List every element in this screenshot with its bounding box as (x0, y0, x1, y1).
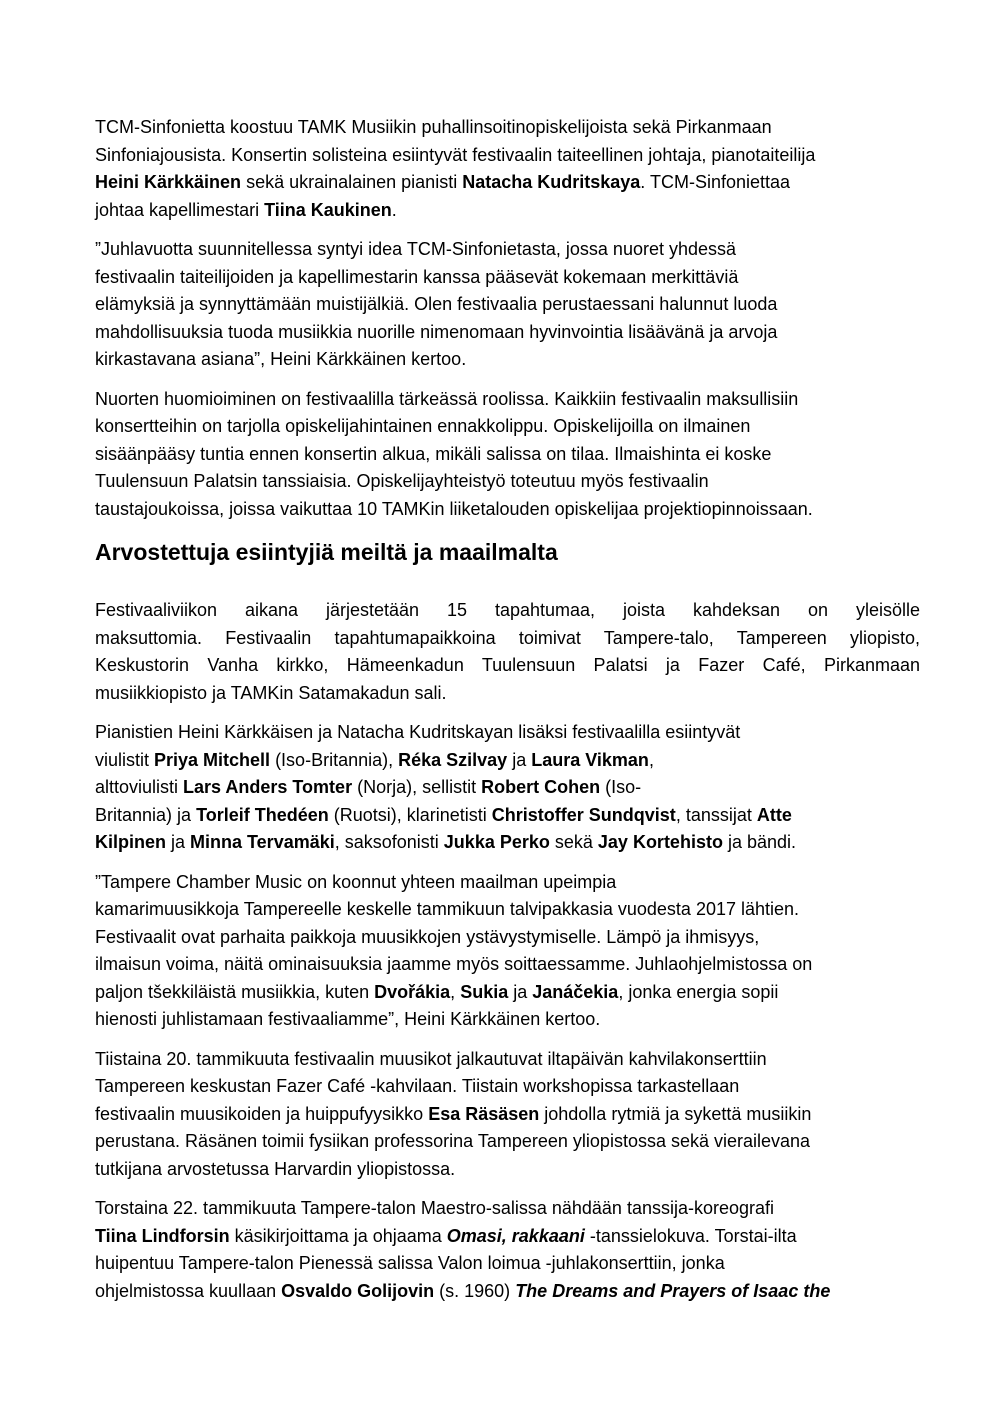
text-segment: Festivaaliviikon aikana järjestetään 15 tapahtumaa, joista kahdeksan on yleisölle (95, 600, 920, 620)
text-line (95, 625, 920, 653)
text-line (95, 413, 920, 441)
text-line (95, 979, 920, 1007)
text-segment: Natacha Kudritskaya (462, 172, 641, 192)
text-segment: Jay Kortehisto (597, 832, 723, 852)
text-segment: ja (507, 749, 532, 770)
text-segment: käsikirjoittama ja ohjaama (229, 1225, 447, 1246)
text-segment: Tuulensuun Palatsin tanssiaisia. Opiskelijayhteistyö toteutuu myös festivaalin (95, 471, 709, 491)
paragraph (95, 719, 920, 857)
text-segment: Omasi, rakkaani (446, 1225, 585, 1246)
text-segment: kirkastavana asiana”, Heini Kärkkäinen kertoo. (95, 349, 467, 369)
text-line (95, 1278, 920, 1306)
text-segment: , saksofonisti (334, 832, 444, 852)
document-body (95, 114, 920, 1317)
paragraph (95, 869, 920, 1034)
text-line (95, 597, 920, 625)
text-segment: Pianistien Heini Kärkkäisen ja Natacha Kudritskayan lisäksi festivaalilla esiintyvät (95, 722, 741, 742)
text-segment: ilmaisun voima, näitä ominaisuuksia jaamme myös soittaessamme. Juhlaohjelmistossa on (95, 954, 813, 974)
text-segment: maksuttomia. Festivaalin tapahtumapaikkoina toimivat Tampere-talo, Tampereen yliopisto, (95, 627, 920, 648)
text-segment: elämyksiä ja synnyttämään muistijälkiä. Olen festivaalia perustaessani halunnut luoda (95, 294, 778, 314)
text-line (95, 829, 920, 857)
text-line (95, 496, 920, 524)
text-line (95, 386, 920, 414)
paragraph (95, 597, 920, 707)
text-segment: sisäänpääsy tuntia ennen konsertin alkua, mikäli salissa on tilaa. Ilmaishinta ei koske (95, 443, 772, 464)
text-line (95, 236, 920, 264)
text-segment: Torleif Thedéen (196, 804, 329, 825)
text-line (95, 142, 920, 170)
text-line (95, 1046, 920, 1074)
text-line (95, 441, 920, 469)
text-segment: Tiina Kaukinen (264, 199, 392, 220)
text-segment: ”Juhlavuotta suunnitellessa syntyi idea TCM-Sinfonietasta, jossa nuoret yhdessä (95, 239, 737, 259)
text-segment: Janáčekia (532, 981, 619, 1002)
text-segment: , (450, 981, 461, 1002)
text-segment: (Ruotsi), klarinetisti (328, 804, 492, 825)
text-segment: huipentuu Tampere-talon Pienessä salissa Valon loimua -juhlakonserttiin, jonka (95, 1253, 725, 1273)
text-segment: Lars Anders Tomter (183, 777, 353, 797)
text-line (95, 114, 920, 142)
text-segment: kamarimuusikkoja Tampereelle keskelle tammikuun talvipakkasia vuodesta 2017 lähtien. (95, 899, 800, 919)
text-line (95, 1223, 920, 1251)
text-line (95, 346, 920, 374)
text-segment: taustajoukoissa, joissa vaikuttaa 10 TAMKin liiketalouden opiskelijaa projektiopinnoissaan. (95, 498, 813, 519)
text-segment: perustana. Räsänen toimii fysiikan professorina Tampereen yliopistossa sekä vierailevana (95, 1131, 811, 1151)
text-line (95, 1195, 920, 1223)
text-line (95, 719, 920, 747)
text-line (95, 896, 920, 924)
text-segment: musiikkiopisto ja TAMKin Satamakadun sali. (95, 682, 447, 703)
text-segment: Réka Szilvay (398, 749, 508, 770)
text-segment: Nuorten huomioiminen on festivaalilla tärkeässä roolissa. Kaikkiin festivaalin maksullisiin (95, 388, 799, 409)
text-segment: The Dreams and Prayers of Isaac the (515, 1280, 831, 1301)
text-segment: johdolla rytmiä ja sykettä musiikin (539, 1103, 812, 1124)
text-line (95, 319, 920, 347)
text-segment: Jukka Perko (443, 832, 550, 852)
text-segment: festivaalin taiteilijoiden ja kapellimestarin kanssa pääsevät kokemaan merkittäviä (95, 266, 739, 287)
paragraph (95, 1195, 920, 1305)
text-line (95, 802, 920, 830)
text-line (95, 1156, 920, 1184)
text-segment: , (648, 749, 654, 770)
text-line (95, 1128, 920, 1156)
text-segment: paljon tšekkiläistä musiikkia, kuten (95, 981, 375, 1002)
text-segment: Robert Cohen (481, 777, 601, 797)
text-line (95, 1006, 920, 1034)
text-line (95, 291, 920, 319)
text-segment: viulistit (95, 749, 155, 770)
section-heading: Arvostettuja esiintyjiä meiltä ja maailmalta (95, 539, 558, 565)
text-line (95, 1101, 920, 1129)
text-segment: Heini Kärkkäinen (95, 172, 242, 192)
text-segment: Tampereen keskustan Fazer Café -kahvilaan. Tiistain workshopissa tarkastellaan (95, 1076, 740, 1096)
text-segment: ja bändi. (722, 832, 797, 852)
text-line (95, 747, 920, 775)
text-segment: Esa Räsäsen (428, 1103, 540, 1124)
text-segment: Minna Tervamäki (190, 832, 335, 852)
text-segment: sekä ukrainalainen pianisti (241, 172, 463, 192)
text-line (95, 869, 920, 897)
text-segment: Dvořákia (374, 981, 451, 1002)
text-line (95, 197, 920, 225)
text-segment: Christoffer Sundqvist (491, 804, 676, 825)
text-segment: Kilpinen (95, 832, 166, 852)
text-line (95, 264, 920, 292)
text-line (95, 924, 920, 952)
text-segment: konsertteihin on tarjolla opiskelijahintainen ennakkolippu. Opiskelijoilla on ilmainen (95, 416, 751, 436)
text-segment: Sinfoniajousista. Konsertin solisteina esiintyvät festivaalin taiteellinen johtaja, pianotaiteilija (95, 144, 816, 165)
text-segment: , jonka energia sopii (618, 981, 779, 1002)
text-line (95, 680, 920, 708)
text-segment: Tiistaina 20. tammikuuta festivaalin muusikot jalkautuvat iltapäivän kahvilakonserttiin (95, 1048, 767, 1069)
text-segment: TCM-Sinfonietta koostuu TAMK Musiikin puhallinsoitinopiskelijoista sekä Pirkanmaan (95, 117, 772, 137)
text-line (95, 774, 920, 802)
text-segment: Sukia (460, 981, 509, 1002)
paragraph (95, 114, 920, 224)
text-segment: festivaalin muusikoiden ja huippufyysikko (95, 1103, 429, 1124)
text-line (95, 1250, 920, 1278)
text-segment: . (391, 199, 397, 220)
text-segment: johtaa kapellimestari (95, 199, 265, 220)
text-segment: alttoviulisti (95, 777, 184, 797)
text-segment: (Iso- (600, 777, 642, 797)
text-segment: ja (508, 981, 533, 1002)
text-segment: ohjelmistossa kuullaan (95, 1280, 282, 1301)
paragraph (95, 386, 920, 524)
text-segment: tutkijana arvostetussa Harvardin yliopistossa. (95, 1158, 456, 1179)
text-line (95, 169, 920, 197)
text-line (95, 468, 920, 496)
text-segment: hienosti juhlistamaan festivaaliamme”, Heini Kärkkäinen kertoo. (95, 1009, 601, 1029)
text-segment: , tanssijat (675, 804, 757, 825)
text-segment: Keskustorin Vanha kirkko, Hämeenkadun Tuulensuun Palatsi ja Fazer Café, Pirkanmaan (95, 655, 920, 675)
text-segment: Tiina Lindforsin (95, 1225, 230, 1246)
text-line (95, 652, 920, 680)
text-segment: (Norja), sellistit (352, 777, 482, 797)
text-segment: ja (166, 832, 191, 852)
text-segment: Atte (756, 804, 792, 825)
text-segment: (s. 1960) (434, 1280, 516, 1301)
text-segment: sekä (549, 832, 598, 852)
paragraph (95, 1046, 920, 1184)
text-segment: Torstaina 22. tammikuuta Tampere-talon Maestro-salissa nähdään tanssija-koreografi (95, 1198, 775, 1218)
text-segment: Osvaldo Golijovin (281, 1280, 435, 1301)
text-segment: Laura Vikman (531, 749, 649, 770)
text-line (95, 1073, 920, 1101)
text-segment: Festivaalit ovat parhaita paikkoja muusikkojen ystävystymiselle. Lämpö ja ihmisyys, (95, 926, 760, 947)
paragraph (95, 236, 920, 374)
text-line (95, 951, 920, 979)
text-segment: -tanssielokuva. Torstai-ilta (584, 1225, 797, 1246)
text-segment: ”Tampere Chamber Music on koonnut yhteen maailman upeimpia (95, 871, 617, 892)
text-segment: Britannia) ja (95, 804, 197, 825)
text-segment: mahdollisuuksia tuoda musiikkia nuorille nimenomaan hyvinvointia lisäävänä ja arvoja (95, 321, 778, 342)
text-segment: (Iso-Britannia), (270, 749, 399, 770)
text-segment: Priya Mitchell (154, 749, 271, 770)
text-segment: . TCM-Sinfoniettaa (640, 172, 791, 192)
